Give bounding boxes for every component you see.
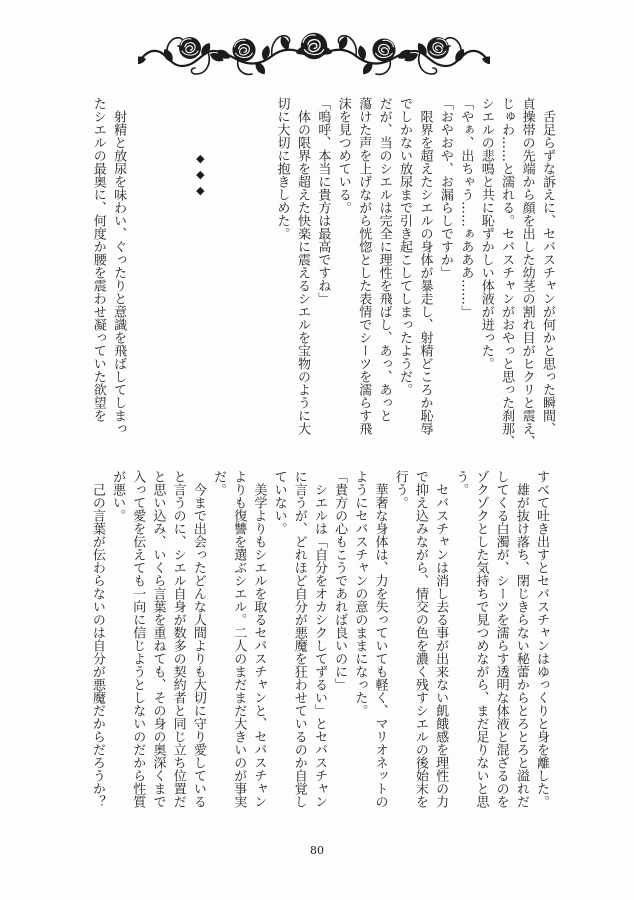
rose-vine-ornament-icon — [138, 22, 490, 80]
ornament-left-half — [138, 35, 314, 77]
blank-line — [230, 97, 250, 447]
text-line: ていない。 — [271, 470, 287, 535]
text-line: でしかない放尿まで引き起こしてしまったようだ。 — [397, 97, 413, 396]
text-line: 華奢な身体は、力を失っていても軽く、マリオネットの — [372, 470, 388, 808]
text-line: だが、当のシエルは完全に理性を飛ばし、あっ、あっと — [376, 97, 392, 422]
text-line: 切に大切に抱きしめた。 — [274, 97, 290, 240]
text-line: シエルは「自分をオカシクしてずるい」とセバスチャン — [311, 470, 327, 808]
blank-line — [169, 97, 189, 447]
text-line: よりも復讐を選ぶシエル。二人のまだまだ大きいのが事実 — [231, 470, 247, 808]
scene-break-diamonds: ◆◆◆ — [193, 152, 207, 200]
text-line: じゅわ……と濡れる。セバスチャンがおやっと思った刹那、 — [499, 97, 515, 448]
text-line: 蕩けた声を上げながら恍惚とした表情でシーツを濡らす飛 — [356, 97, 372, 435]
text-line: が悪い。 — [110, 470, 126, 522]
text-line: う。 — [453, 470, 469, 496]
text-line: 入って愛を伝えても一向に信じようとしないのだから性質 — [130, 470, 146, 808]
text-line: 己の言葉が伝わらないのは自分が悪魔だからだろうか？ — [89, 470, 105, 808]
rose-icon — [301, 33, 327, 59]
text-line: してくる白濁が、シーツを濡らす透明な体液と混ざるのを — [493, 470, 509, 808]
blank-line — [251, 97, 271, 447]
ornament-right-half — [314, 35, 490, 77]
blank-line — [149, 97, 169, 447]
page-number: 80 — [310, 844, 324, 857]
text-line: シエルの悲鳴と共に恥ずかしい体液が迸った。 — [478, 97, 494, 370]
text-line: 限界を超えたシエルの身体が暴走し、射精どころか恥辱 — [417, 97, 433, 435]
text-line: 沫を見つめている。 — [335, 97, 351, 214]
text-line: ようにセバスチャンの意のままになった。 — [352, 470, 368, 717]
text-line: 体の限界を超えた快楽に震えるシエルを宝物のように大 — [294, 97, 310, 435]
blank-line — [128, 97, 148, 447]
text-line: 今まで出会ったどんな人間よりも大切に守り愛している — [190, 470, 206, 808]
text-line: と言うのに、シエル自身が数多の契約者と同じ立ち位置だ — [170, 470, 186, 808]
text-line: ゾクゾクとした気持ちで見つめながら、まだ足りないと思 — [473, 470, 489, 808]
blank-line — [210, 97, 230, 447]
text-line: 「おやおや、お漏らしですか」 — [437, 97, 453, 279]
text-line: 舌足らずな訴えに、セバスチャンが何かと思った瞬間、 — [540, 97, 555, 435]
text-line: 美学よりもシエルを取るセバスチャンと、セバスチャン — [251, 470, 267, 808]
upper-tier — [87, 97, 557, 447]
text-line: 射精と放尿を味わい、ぐったりと意識を飛ばしてしまっ — [111, 97, 127, 435]
text-line: 「貴方の心もこうであれば良いのに」 — [332, 470, 348, 691]
text-line: 「嗚呼、本当に貴方は最高ですね」 — [315, 97, 331, 305]
text-line: すべて吐き出すとセバスチャンはゆっくりと身を離した。 — [534, 470, 549, 808]
text-line: セバスチャンは消し去る事が出来ない飢餓感を理性の力 — [433, 470, 449, 808]
text-line: 貞操帯の先端から顔を出した幼茎の割れ目がヒクリと震え、 — [519, 97, 535, 448]
text-line: たシエルの最奥に、何度か腰を震わせ凝っていた欲望を — [90, 97, 106, 422]
lower-tier — [86, 470, 551, 820]
text-line: 「やぁ、出ちゃう……ぁあああ……」 — [458, 97, 474, 318]
text-line: 行う。 — [392, 470, 408, 509]
text-line: 雄が抜け落ち、閉じきらない秘蕾からとろとろと溢れだ — [513, 470, 529, 808]
text-line: と思い込み、いくら言葉を重ねても、その身の奥深くまで — [150, 470, 166, 808]
text-line: に言うが、どれほど自分が悪魔を狂わせているのか自覚し — [291, 470, 307, 808]
text-line: で抑え込みながら、情交の色を濃く残すシエルの後始末を — [412, 470, 428, 808]
text-line: だ。 — [211, 470, 226, 496]
